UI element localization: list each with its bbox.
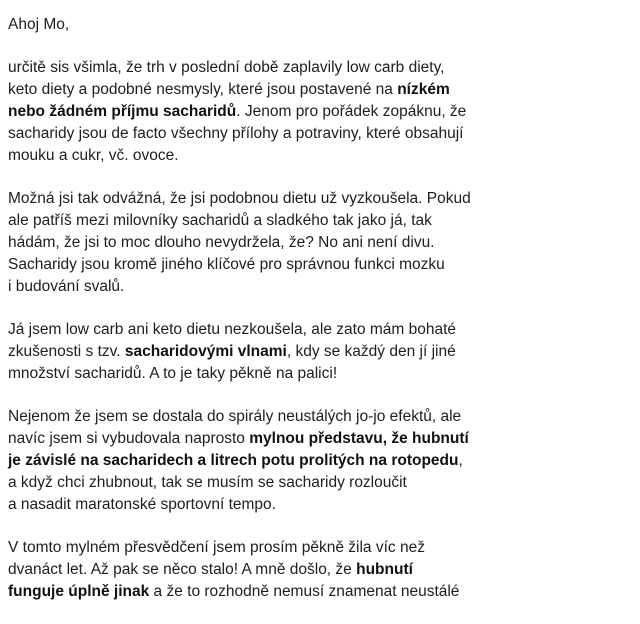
text-segment: hádám, že jsi to moc dlouho nevydržela, že? No ani není divu. <box>8 234 435 251</box>
text-segment: . Jenom pro pořádek zopáknu, že <box>236 103 467 120</box>
paragraph <box>8 537 608 603</box>
text-line <box>8 363 608 385</box>
text-line <box>8 450 608 472</box>
text-segment: V tomto mylném přesvědčení jsem prosím pěkně žila víc než <box>8 539 425 556</box>
text-line <box>8 210 608 232</box>
text-line <box>8 276 608 298</box>
bold-text: sacharidovými vlnami <box>124 343 287 360</box>
text-line <box>8 428 608 450</box>
text-segment: zkušenosti s tzv. <box>8 343 125 360</box>
text-line <box>8 537 608 559</box>
text-segment: určitě sis všimla, že trh v poslední době zaplavily low carb diety, <box>8 59 445 76</box>
text-line <box>8 145 608 167</box>
text-segment: a když chci zhubnout, tak se musím se sacharidy rozloučit <box>8 474 407 491</box>
text-segment: dvanáct let. Až pak se něco stalo! A mně došlo, že <box>8 561 357 578</box>
paragraph <box>8 319 608 385</box>
text-segment: Možná jsi tak odvážná, že jsi podobnou dietu už vyzkoušela. Pokud <box>8 190 471 207</box>
bold-text: nebo žádném příjmu sacharidů <box>8 103 237 120</box>
text-line <box>8 101 608 123</box>
text-segment: , <box>458 452 463 469</box>
text-line <box>8 406 608 428</box>
text-segment: i budování svalů. <box>8 278 125 295</box>
text-segment: Nejenom že jsem se dostala do spirály neustálých jo-jo efektů, ale <box>8 408 462 425</box>
paragraph <box>8 406 608 516</box>
paragraph <box>8 57 608 167</box>
text-line <box>8 254 608 276</box>
text-segment: mouku a cukr, vč. ovoce. <box>8 147 179 164</box>
bold-text: nízkém <box>397 81 450 98</box>
text-line <box>8 232 608 254</box>
text-segment: množství sacharidů. A to je taky pěkně na palici! <box>8 365 338 382</box>
text-segment: , kdy se každý den jí jiné <box>286 343 456 360</box>
text-line <box>8 559 608 581</box>
text-line <box>8 472 608 494</box>
greeting: Ahoj Mo, <box>8 16 70 33</box>
text-line <box>8 494 608 516</box>
text-line <box>8 57 608 79</box>
text-segment: Sacharidy jsou kromě jiného klíčové pro správnou funkci mozku <box>8 256 445 273</box>
text-segment: navíc jsem si vybudovala naprosto <box>8 430 250 447</box>
text-segment: a nasadit maratonské sportovní tempo. <box>8 496 276 513</box>
paragraphs <box>8 57 608 603</box>
text-segment: ale patříš mezi milovníky sacharidů a sladkého tak jako já, tak <box>8 212 432 229</box>
text-line <box>8 188 608 210</box>
text-segment: keto diety a podobné nesmysly, které jsou postavené na <box>8 81 398 98</box>
bold-text: je závislé na sacharidech a litrech potu prolitých na rotopedu <box>8 452 459 469</box>
paragraph <box>8 188 608 298</box>
text-segment: sacharidy jsou de facto všechny přílohy a potraviny, které obsahují <box>8 125 464 142</box>
text-line <box>8 319 608 341</box>
bold-text: mylnou představu, že hubnutí <box>249 430 469 447</box>
text-segment: Já jsem low carb ani keto dietu nezkoušela, ale zato mám bohaté <box>8 321 457 338</box>
text-line <box>8 123 608 145</box>
text-line <box>8 79 608 101</box>
bold-text: hubnutí <box>356 561 413 578</box>
bold-text: funguje úplně jinak <box>8 583 150 600</box>
text-line <box>8 341 608 363</box>
email-body <box>8 14 608 624</box>
text-segment: a že to rozhodně nemusí znamenat neustálé <box>149 583 460 600</box>
